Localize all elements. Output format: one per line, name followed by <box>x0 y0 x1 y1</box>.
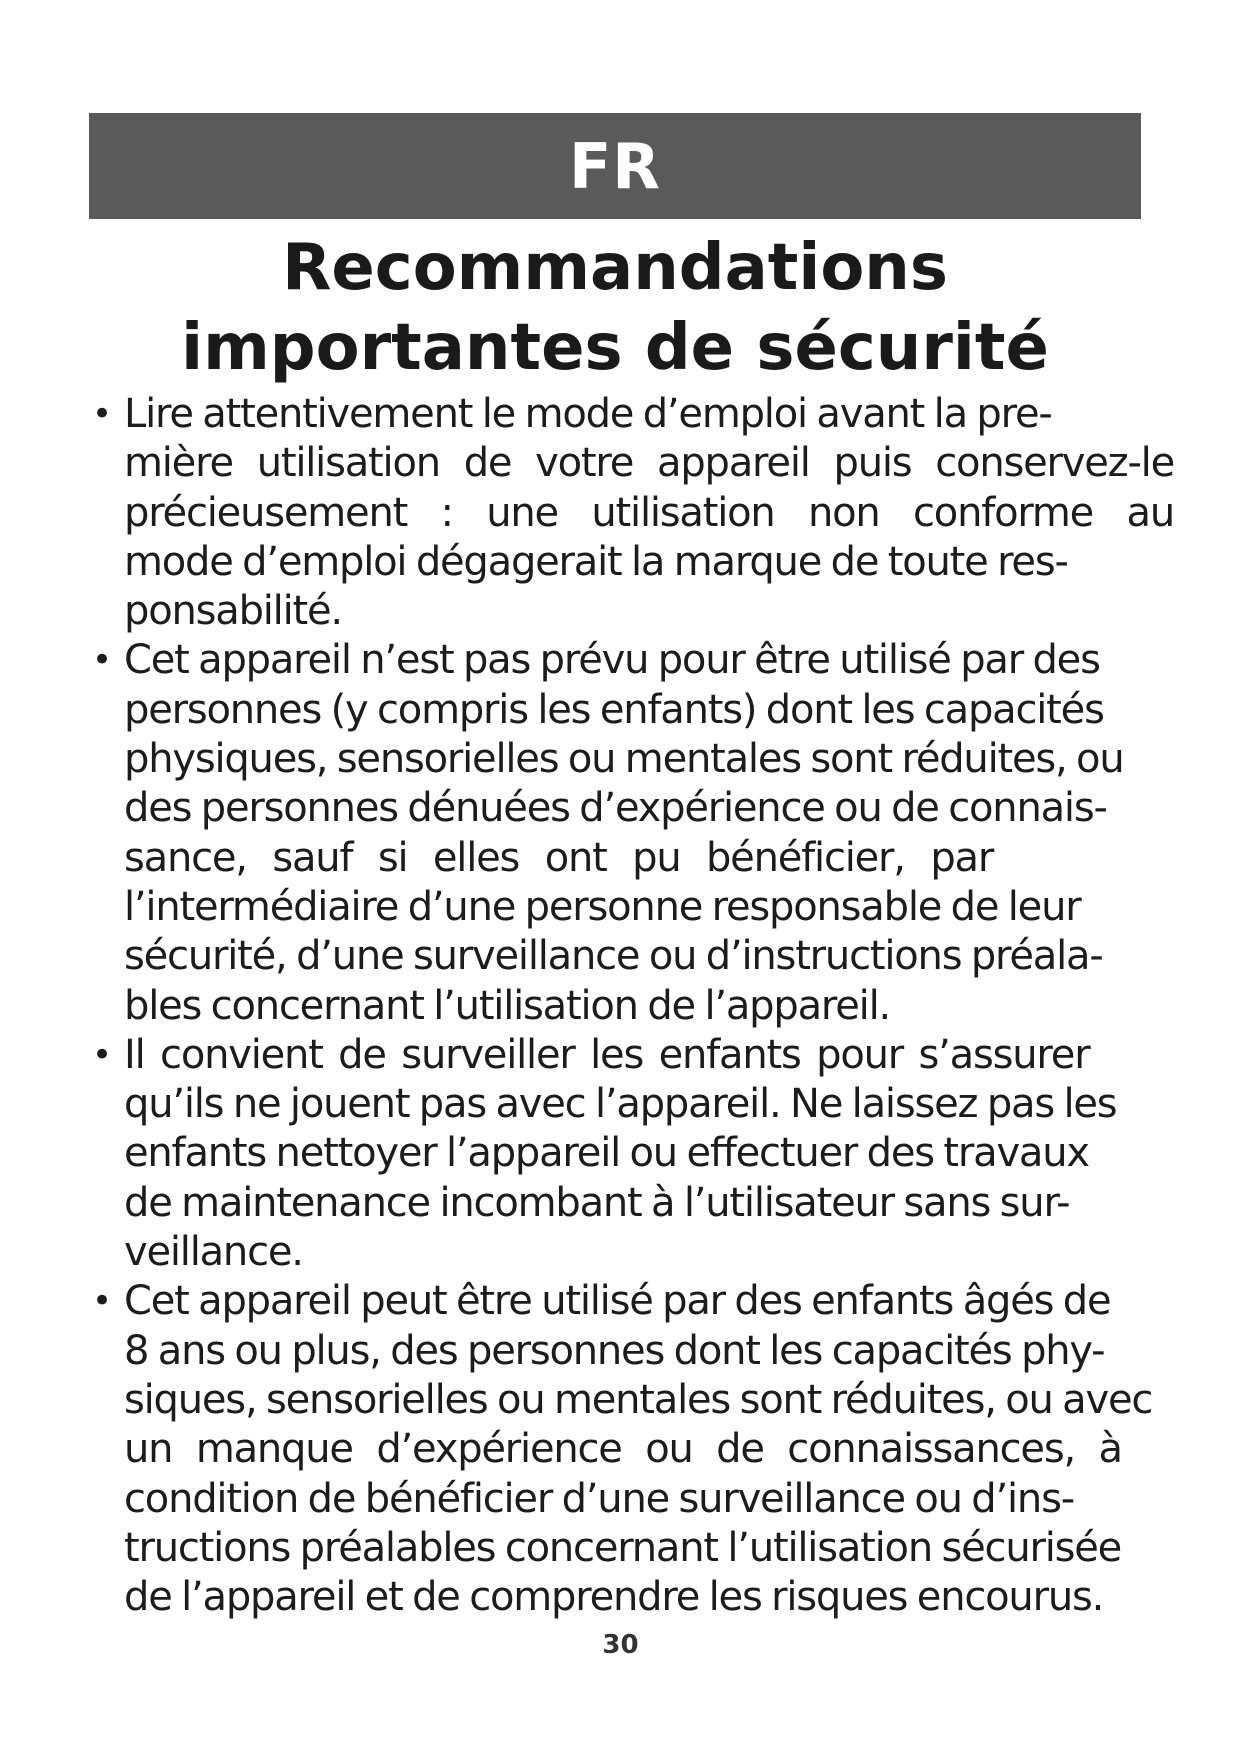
list-item <box>88 1277 1188 1622</box>
text-line: sance, sauf si elles ont pu bénéficier, par <box>124 834 994 881</box>
page-title-line-2: importantes de sécurité <box>181 311 1049 385</box>
text-line: Il convient de surveiller les enfants pour s’assurer <box>124 1031 1090 1078</box>
list-item <box>88 636 1188 1030</box>
text-line: mière utilisation de votre appareil puis conservez-le <box>124 440 1174 487</box>
text-line: Cet appareil n’est pas prévu pour être utilisé par des <box>124 637 1100 684</box>
text-line: des personnes dénuées d’expérience ou de connais- <box>124 785 1107 832</box>
page-title <box>60 228 1170 388</box>
text-line: Lire attentivement le mode d’emploi avant la pre- <box>124 391 1052 437</box>
text-line: physiques, sensorielles ou mentales sont réduites, ou <box>124 736 1124 783</box>
bullet-icon: • <box>92 640 113 681</box>
text-line: 8 ans ou plus, des personnes dont les capacités phy- <box>124 1327 1105 1374</box>
list-item <box>88 390 1188 636</box>
page-number: 30 <box>602 1630 639 1660</box>
text-line: tructions préalables concernant l’utilisation sécurisée <box>124 1524 1122 1571</box>
text-line: de maintenance incombant à l’utilisateur sans sur- <box>124 1179 1070 1226</box>
text-line: sécurité, d’une surveillance ou d’instructions préala- <box>124 933 1103 980</box>
language-code: FR <box>568 129 662 203</box>
text-line: mode d’emploi dégagerait la marque de toute res- <box>124 538 1068 585</box>
safety-instructions-list <box>88 390 1188 1622</box>
bullet-icon: • <box>92 1034 113 1075</box>
text-line: Cet appareil peut être utilisé par des enfants âgés de <box>124 1278 1111 1325</box>
language-header-bar <box>89 113 1141 219</box>
bullet-icon: • <box>92 394 113 434</box>
list-item <box>88 1031 1188 1277</box>
text-line: condition de bénéficier d’une surveillance ou d’ins- <box>124 1475 1074 1522</box>
page-title-line-1: Recommandations <box>282 231 948 305</box>
text-line: un manque d’expérience ou de connaissances, à <box>124 1426 1122 1473</box>
text-line: de l’appareil et de comprendre les risques encourus. <box>124 1574 1104 1621</box>
text-line: ponsabilité. <box>124 588 342 635</box>
text-line: qu’ils ne jouent pas avec l’appareil. Ne laissez pas les <box>124 1081 1117 1128</box>
bullet-icon: • <box>92 1281 113 1322</box>
text-line: bles concernant l’utilisation de l’appareil. <box>124 982 890 1029</box>
text-line: l’intermédiaire d’une personne responsable de leur <box>124 883 1081 930</box>
text-line: enfants nettoyer l’appareil ou effectuer des travaux <box>124 1130 1089 1177</box>
text-line: précieusement : une utilisation non conforme au <box>124 489 1174 536</box>
text-line: siques, sensorielles ou mentales sont réduites, ou avec <box>124 1376 1153 1423</box>
text-line: veillance. <box>124 1229 303 1276</box>
text-line: personnes (y compris les enfants) dont les capacités <box>124 686 1104 733</box>
